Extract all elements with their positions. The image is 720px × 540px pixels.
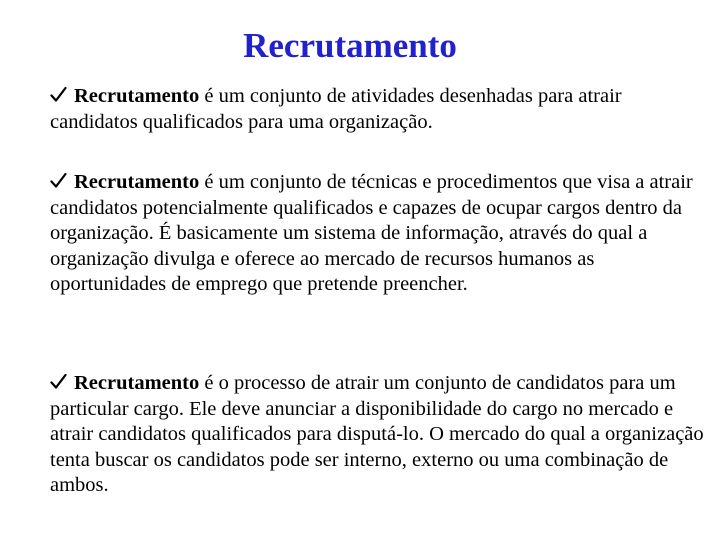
paragraph-text: é um conjunto de técnicas e procedimentos que visa a atrair candidatos potencialmente qualificados e capazes de ocupar cargos dentro da organização. É basicamente um sistema de informação, através do qual a organização divulga e oferece ao mercado de recursos humanos as oportunidades de emprego que pretende preencher. [50, 171, 693, 295]
paragraph-term: Recrutamento [74, 171, 200, 193]
definition-paragraph-3 [50, 371, 710, 499]
paragraph-text: é um conjunto de atividades desenhadas para atrair candidatos qualificados para uma organização. [50, 85, 622, 133]
definition-paragraph-2 [50, 170, 710, 298]
checkmark-icon [50, 170, 68, 196]
paragraph-term: Recrutamento [74, 372, 200, 394]
paragraph-term: Recrutamento [74, 85, 200, 107]
definition-paragraph-1 [50, 84, 710, 135]
paragraph-text: é o processo de atrair um conjunto de candidatos para um particular cargo. Ele deve anunciar a disponibilidade do cargo no mercado e atrair candidatos qualificados para disputá-lo. O mercado do qual a organização tenta buscar os candidatos pode ser interno, externo ou uma combinação de ambos. [50, 372, 704, 496]
page-title: Recrutamento [243, 26, 457, 65]
checkmark-icon [50, 84, 68, 110]
checkmark-icon [50, 371, 68, 397]
